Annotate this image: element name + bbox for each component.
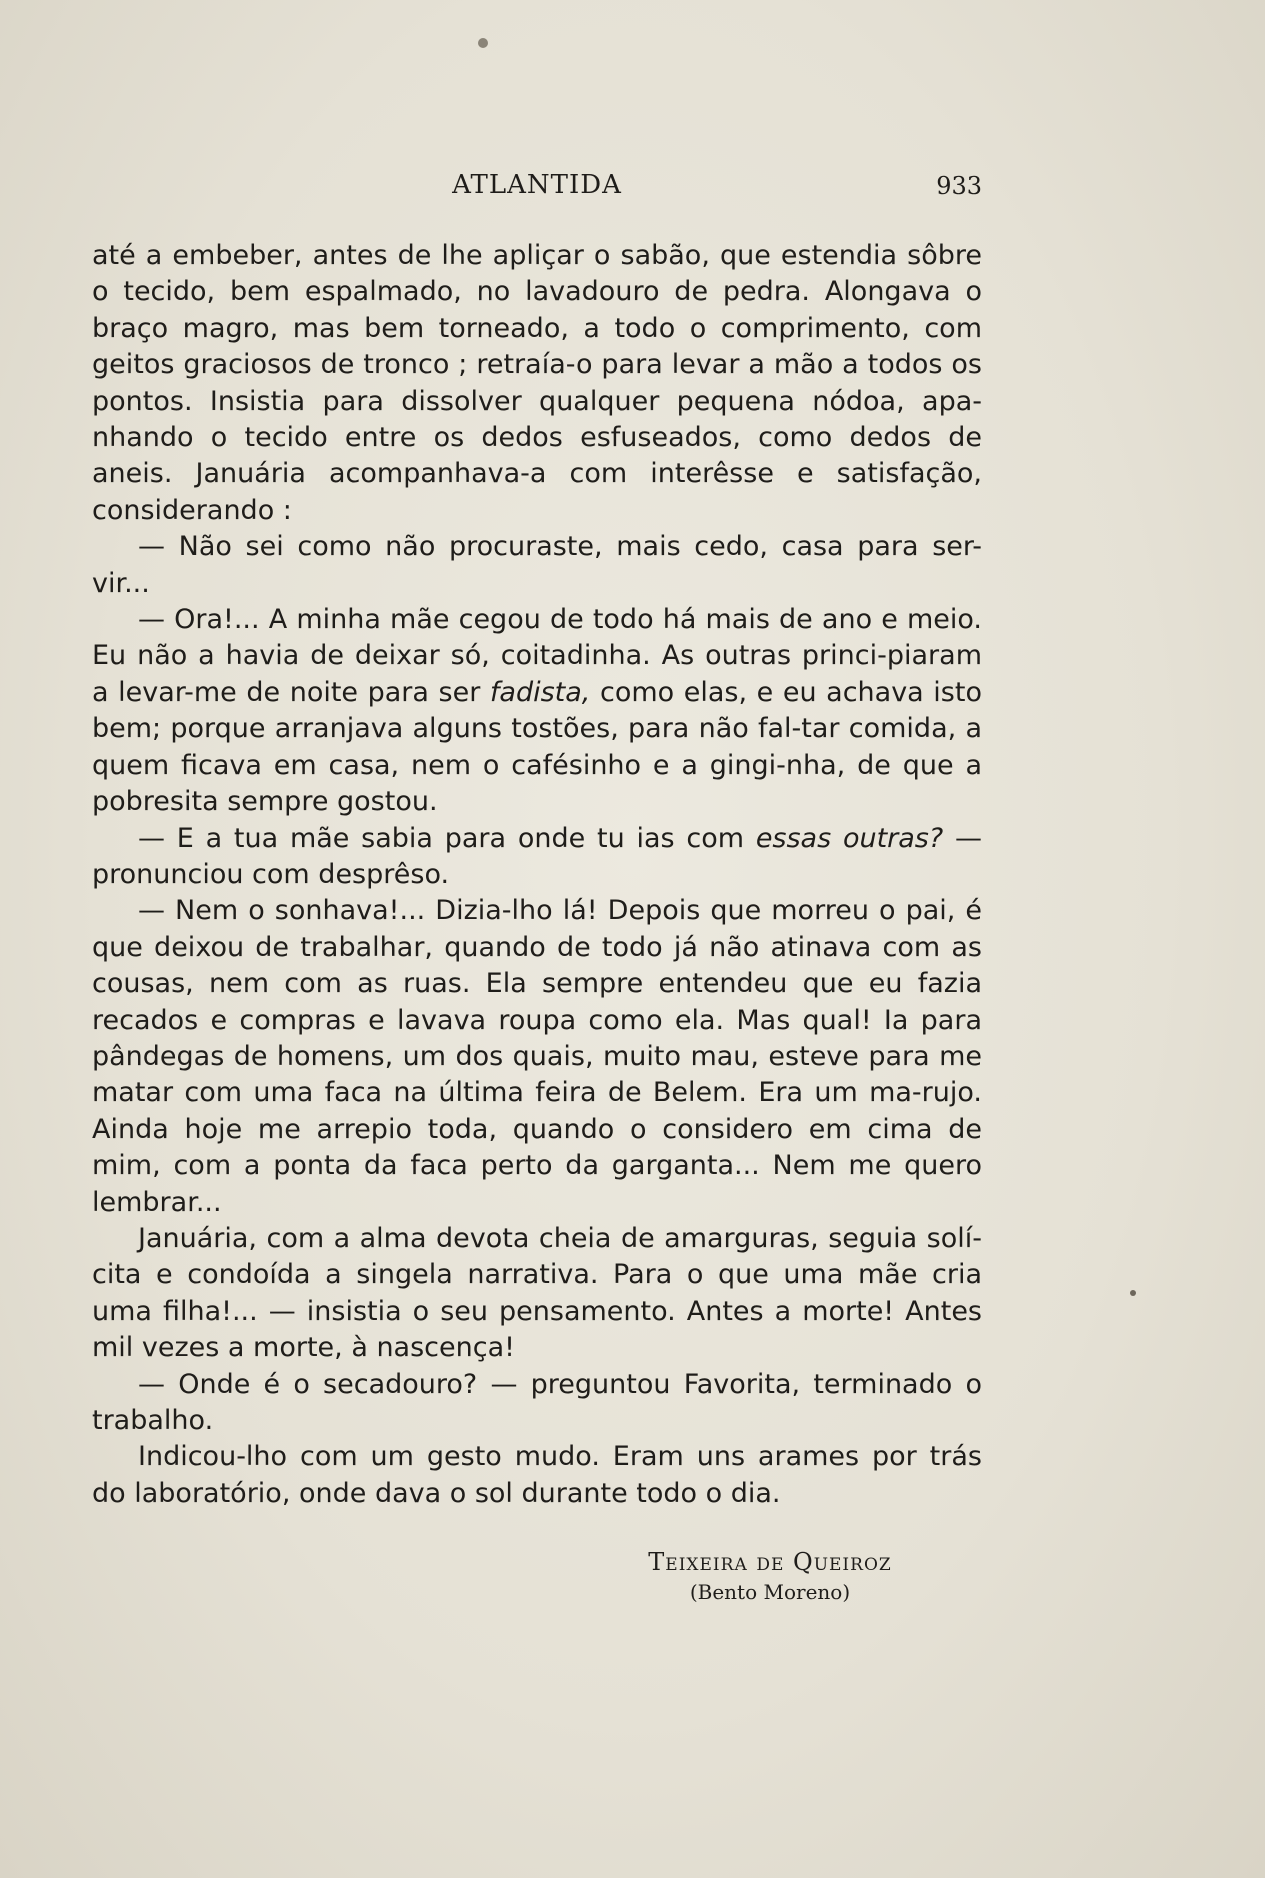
paragraph-3-text: — Ora!... A minha mãe cegou de todo há mais de ano e meio. Eu não a havia de deixar só, coitadinha. As outras princi-piaram a levar-me de noite para ser bbox=[92, 604, 982, 708]
paragraph-4 bbox=[92, 821, 982, 894]
paragraph-4-text: — E a tua mãe sabia para onde tu ias com bbox=[138, 822, 745, 854]
paper-speck bbox=[478, 38, 488, 48]
paragraph-2: — Não sei como não procuraste, mais cedo, casa para ser-vir... bbox=[92, 531, 982, 599]
paragraph-7: — Onde é o secadouro? — preguntou Favorita, terminado o trabalho. bbox=[92, 1368, 982, 1436]
author-pseudonym: (Bento Moreno) bbox=[689, 1580, 851, 1604]
paragraph-5: — Nem o sonhava!... Dizia-lho lá! Depois que morreu o pai, é que deixou de trabalhar, quando de todo já não atinava com as cousas, nem com as ruas. Ela sempre entendeu que eu fazia recados e compras e lavava roupa como ela. Mas qual! Ia para pândegas de homens, um dos quais, muito mau, esteve para me matar com uma faca na última feira de Belem. Era um ma-rujo. Ainda hoje me arrepio toda, quando o considero em cima de mim, com a ponta da faca perto da garganta... Nem me quero lembrar... bbox=[92, 895, 982, 1218]
paragraph-4-tail: — pronunciou com desprêso. bbox=[92, 822, 982, 890]
italic-fadista: fadista, bbox=[489, 676, 591, 708]
page-header bbox=[92, 170, 982, 210]
italic-essas-outras: essas outras? bbox=[755, 822, 944, 854]
author-signature bbox=[600, 1548, 940, 1604]
paragraph-8: Indicou-lho com um gesto mudo. Eram uns arames por trás do laboratório, onde dava o sol durante todo o dia. bbox=[92, 1441, 982, 1509]
page-number: 933 bbox=[936, 172, 982, 200]
paragraph-6: Januária, com a alma devota cheia de amarguras, seguia solí-cita e condoída a singela narrativa. Para o que uma mãe cria uma filha!... — insistia o seu pensamento. Antes a morte! Antes mil vezes a morte, à nascença! bbox=[92, 1222, 982, 1364]
paper-speck bbox=[1130, 1290, 1136, 1296]
paragraph-1: até a embeber, antes de lhe apliçar o sabão, que estendia sôbre o tecido, bem espalmado, no lavadouro de pedra. Alongava o braço magro, mas bem torneado, a todo o comprimento, com geitos graciosos de tronco ; retraía-o para levar a mão a todos os pontos. Insistia para dissolver qualquer pequena nódoa, apa-nhando o tecido entre os dedos esfuseados, como dedos de aneis. Januária acompanhava-a com interêsse e satisfação, considerando : bbox=[92, 240, 982, 526]
body-text bbox=[92, 238, 982, 1512]
running-title: ATLANTIDA bbox=[452, 170, 622, 200]
paragraph-3-tail: como elas, e eu achava isto bem; porque arranjava alguns tostões, para não fal-tar comida, a quem ficava em casa, nem o cafésinho e a gingi-nha, de que a pobresita sempre gostou. bbox=[92, 676, 982, 818]
paragraph-3 bbox=[92, 602, 982, 820]
author-name: Teixeira de Queiroz bbox=[648, 1548, 892, 1576]
